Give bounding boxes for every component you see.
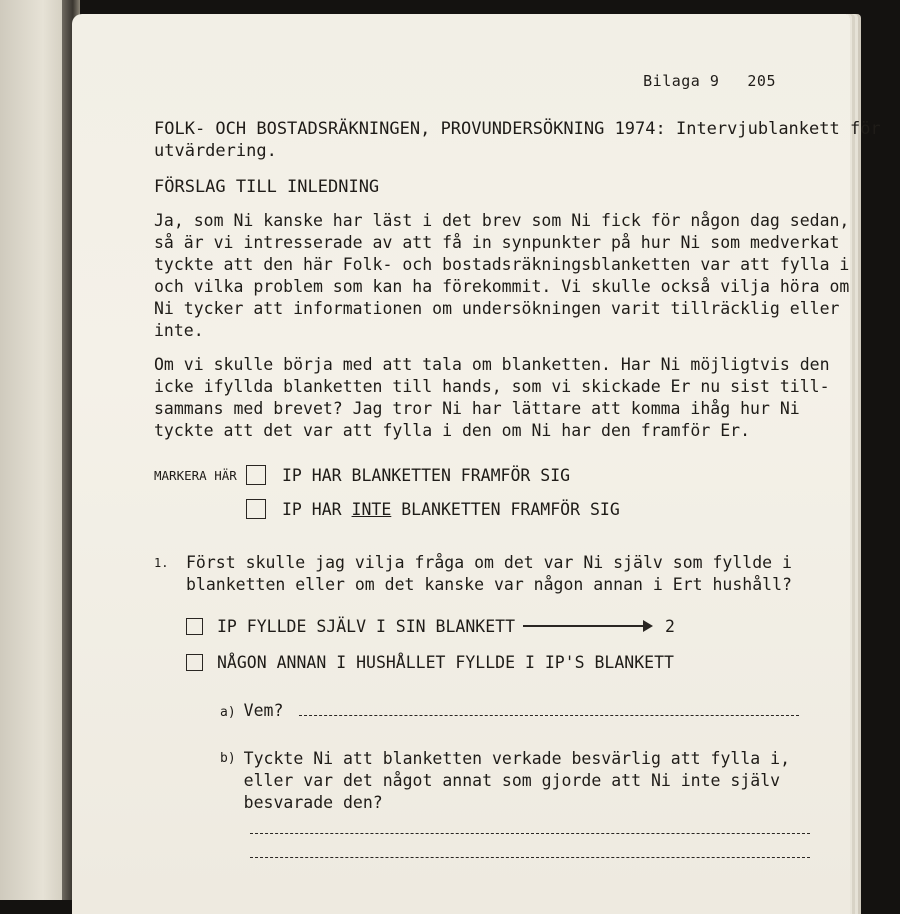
- sub-b-line: eller var det något annat som gjorde att Ni inte själv: [243, 771, 781, 790]
- mark-row-has-form: [154, 458, 854, 492]
- goto-question: 2: [665, 616, 675, 636]
- option-self: [186, 610, 854, 642]
- no-form-checkbox[interactable]: [246, 499, 266, 519]
- question-line: Först skulle jag vilja fråga om det var Ni själv som fyllde i: [186, 553, 792, 572]
- emphasis-inte: INTE: [351, 499, 392, 519]
- appendix-label: Bilaga 9: [643, 72, 720, 90]
- self-filled-label: IP FYLLDE SJÄLV I SIN BLANKETT: [217, 616, 516, 636]
- page-number: 205: [747, 72, 776, 90]
- paragraph-line: Ni tycker att informationen om undersökningen varit tillräcklig eller: [154, 299, 840, 318]
- mark-section: [154, 458, 854, 526]
- paragraph-line: tyckte att den här Folk- och bostadsräkningsblanketten var att fylla i: [154, 255, 850, 274]
- other-filled-checkbox[interactable]: [186, 654, 203, 671]
- mark-label: MARKERA HÄR: [154, 467, 237, 483]
- sub-a-label: a): [220, 705, 236, 720]
- paragraph-line: inte.: [154, 321, 204, 340]
- sub-b-line: Tyckte Ni att blanketten verkade besvärlig att fylla i,: [243, 749, 791, 768]
- paragraph-line: Ja, som Ni kanske har läst i det brev som Ni fick för någon dag sedan,: [154, 211, 850, 230]
- sub-b-label: b): [220, 751, 236, 766]
- question-number: 1.: [154, 556, 169, 570]
- has-form-checkbox[interactable]: [246, 465, 266, 485]
- document-title-line-2: utvärdering.: [154, 141, 277, 161]
- self-filled-checkbox[interactable]: [186, 618, 203, 635]
- sub-a-text: Vem?: [243, 701, 284, 720]
- question-1: [154, 552, 854, 858]
- answer-line-a[interactable]: [299, 701, 799, 716]
- mark-row-no-form: [154, 492, 854, 526]
- has-form-label: IP HAR BLANKETTEN FRAMFÖR SIG: [282, 465, 571, 485]
- answer-line-b1[interactable]: [250, 832, 810, 834]
- page-content: [154, 118, 881, 858]
- intro-paragraph-2: [154, 354, 854, 442]
- document-title-line-1: FOLK- OCH BOSTADSRÄKNINGEN, PROVUNDERSÖKNING 1974: Intervjublankett för: [154, 119, 881, 139]
- paragraph-line: så är vi intresserade av att få in synpunkter på hur Ni som medverkat: [154, 233, 840, 252]
- other-filled-label: NÅGON ANNAN I HUSHÅLLET FYLLDE I IP'S BLANKETT: [217, 652, 674, 672]
- paragraph-line: och vilka problem som kan ha förekommit. Vi skulle också vilja höra om: [154, 277, 850, 296]
- paragraph-line: Om vi skulle börja med att tala om blanketten. Har Ni möjligtvis den: [154, 355, 830, 374]
- intro-paragraph-1: [154, 210, 854, 342]
- arrow-right-icon: [523, 625, 651, 627]
- sub-question-a: [220, 700, 854, 724]
- document-page: [72, 14, 881, 914]
- paragraph-line: tyckte att det var att fylla i den om Ni har den framför Er.: [154, 421, 751, 440]
- no-form-label: IP HAR INTE BLANKETTEN FRAMFÖR SIG: [282, 499, 620, 519]
- sub-question-b: [220, 748, 854, 814]
- answer-line-b2[interactable]: [250, 856, 810, 858]
- sub-b-line: besvarade den?: [243, 793, 383, 812]
- paragraph-line: sammans med brevet? Jag tror Ni har lättare att komma ihåg hur Ni: [154, 399, 800, 418]
- question-line: blanketten eller om det kanske var någon annan i Ert hushåll?: [186, 575, 792, 594]
- paragraph-line: icke ifyllda blanketten till hands, som vi skickade Er nu sist till-: [154, 377, 830, 396]
- section-heading: FÖRSLAG TILL INLEDNING: [154, 177, 380, 197]
- page-header: [643, 72, 776, 90]
- option-other: [186, 646, 854, 678]
